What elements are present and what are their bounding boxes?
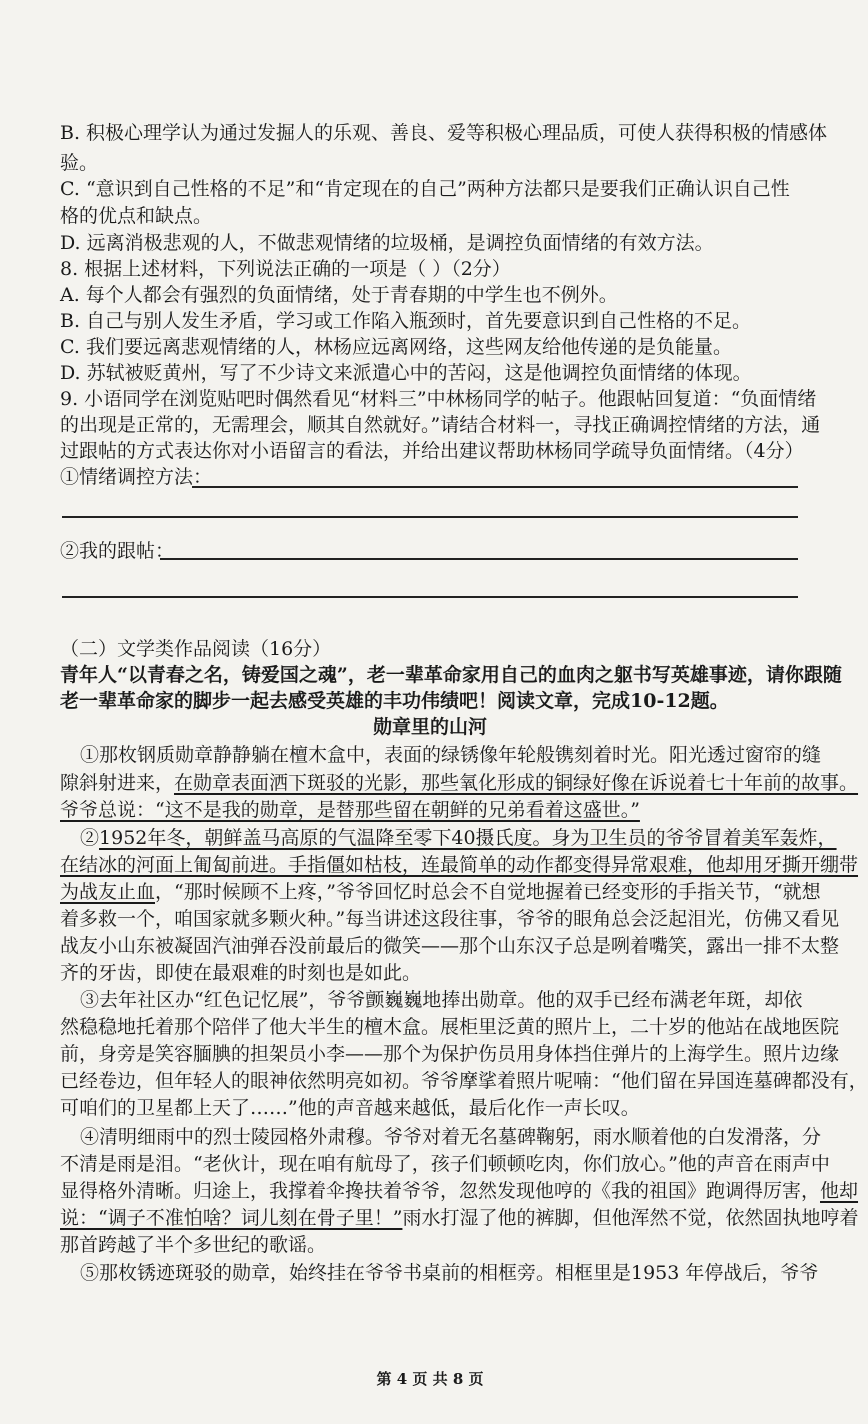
underlined-sentence-3: 说：“调子不准怕啥？词儿刻在骨子里！” [60, 1207, 403, 1229]
question-9-line-3: 过跟帖的方式表达你对小语留言的看法，并给出建议帮助林杨同学疏导负面情绪。（4分） [60, 440, 804, 462]
answer-blank-3[interactable] [160, 558, 798, 560]
section-intro-2: 老一辈革命家的脚步一起去感受英雄的丰功伟绩吧！阅读文章，完成10-12题。 [60, 690, 729, 712]
paragraph-2-line-2: 在结冰的河面上匍匐前进。手指僵如枯枝，连最简单的动作都变得异常艰难，他却用牙撕开绷带 [60, 854, 859, 876]
answer-blank-2[interactable] [62, 516, 798, 518]
paragraph-5-line-1: ⑤那枚锈迹斑驳的勋章，始终挂在爷爷书桌前的相框旁。相框里是1953 年停战后，爷爷 [80, 1262, 819, 1284]
answer-blank-4[interactable] [62, 596, 798, 598]
option-d: D. 远离消极悲观的人，不做悲观情绪的垃圾桶，是调控负面情绪的有效方法。 [60, 232, 714, 254]
paragraph-2-line-4: 着多救一个，咱国家就多颗火种。”每当讲述这段往事，爷爷的眼角总会泛起泪光，仿佛又看见 [60, 908, 840, 930]
option-b: B. 积极心理学认为通过发掘人的乐观、善良、爱等积极心理品质，可使人获得积极的情感体 [60, 122, 828, 144]
question-8-stem: 8. 根据上述材料，下列说法正确的一项是（ ）（2分） [60, 258, 511, 280]
page-footer: 第 4 页 共 8 页 [376, 1370, 484, 1388]
paragraph-3-line-4: 已经卷边，但年轻人的眼神依然明亮如初。爷爷摩挲着照片呢喃：“他们留在异国连墓碑都没有， [60, 1070, 868, 1092]
paragraph-2-line-5: 战友小山东被凝固汽油弹吞没前最后的微笑——那个山东汉子总是咧着嘴笑，露出一排不太整 [60, 935, 840, 957]
question-8-option-d: D. 苏轼被贬黄州，写了不少诗文来派遣心中的苦闷，这是他调控负面情绪的体现。 [60, 362, 752, 384]
paragraph-4-line-4: 说：“调子不准怕啥？词儿刻在骨子里！”雨水打湿了他的裤脚，但他浑然不觉，依然固执地哼着 [60, 1207, 859, 1229]
paragraph-1-line-1: ①那枚钢质勋章静静躺在檀木盒中，表面的绿锈像年轮般镌刻着时光。阳光透过窗帘的缝 [80, 744, 822, 766]
question-9-line-1: 9. 小语同学在浏览贴吧时偶然看见“材料三”中林杨同学的帖子。他跟帖回复道：“负面情绪 [60, 388, 817, 410]
underlined-sentence-2: 1952年冬，朝鲜盖马高原的气温降至零下40摄氏度。身为卫生员的爷爷冒着美军轰炸， [99, 827, 837, 849]
question-8-option-a: A. 每个人都会有强烈的负面情绪，处于青春期的中学生也不例外。 [60, 284, 618, 306]
paragraph-1-line-2: 隙斜射进来，在勋章表面洒下斑驳的光影，那些氧化形成的铜绿好像在诉说着七十年前的故事。 [60, 772, 859, 794]
answer-label-2: ②我的跟帖： [60, 540, 175, 562]
passage-title: 勋章里的山河 [372, 716, 487, 738]
section-intro-1: 青年人“以青春之名，铸爱国之魂”，老一辈革命家用自己的血肉之躯书写英雄事迹，请你跟随 [60, 664, 842, 686]
option-c-cont: 格的优点和缺点。 [60, 205, 213, 227]
paragraph-4-line-3: 显得格外清晰。归途上，我撑着伞搀扶着爷爷，忽然发现他哼的《我的祖国》跑调得厉害，他却 [60, 1180, 859, 1202]
paragraph-4-line-5: 那首跨越了半个多世纪的歌谣。 [60, 1234, 327, 1256]
option-b-cont: 验。 [60, 152, 99, 174]
paragraph-3-line-1: ③去年社区办“红色记忆展”，爷爷颤巍巍地捧出勋章。他的双手已经布满老年斑，却依 [80, 989, 803, 1011]
underlined-sentence-1: 在勋章表面洒下斑驳的光影，那些氧化形成的铜绿好像在诉说着七十年前的故事。 [174, 772, 859, 794]
question-8-option-c: C. 我们要远离悲观情绪的人，林杨应远离网络，这些网友给他传递的是负能量。 [60, 336, 732, 358]
answer-label-1: ①情绪调控方法： [60, 466, 213, 488]
paragraph-4-line-2: 不清是雨是泪。“老伙计，现在咱有航母了，孩子们顿顿吃肉，你们放心。”他的声音在雨声中 [60, 1153, 830, 1175]
paragraph-2-line-1: ②1952年冬，朝鲜盖马高原的气温降至零下40摄氏度。身为卫生员的爷爷冒着美军轰炸， [80, 827, 837, 849]
paragraph-1-line-3: 爷爷总说：“这不是我的勋章，是替那些留在朝鲜的兄弟看着这盛世。” [60, 799, 640, 821]
answer-blank-1[interactable] [192, 486, 798, 488]
paragraph-3-line-3: 前，身旁是笑容腼腆的担架员小李——那个为保护伤员用身体挡住弹片的上海学生。照片边缘 [60, 1043, 840, 1065]
paragraph-2-line-6: 齐的牙齿，即使在最艰难的时刻也是如此。 [60, 962, 422, 984]
paragraph-3-line-2: 然稳稳地托着那个陪伴了他大半生的檀木盒。展柜里泛黄的照片上，二十岁的他站在战地医院 [60, 1016, 840, 1038]
section-heading: （二）文学类作品阅读（16分） [60, 638, 332, 660]
paragraph-4-line-1: ④清明细雨中的烈士陵园格外肃穆。爷爷对着无名墓碑鞠躬，雨水顺着他的白发滑落，分 [80, 1126, 822, 1148]
paragraph-3-line-5: 可咱们的卫星都上天了……”他的声音越来越低，最后化作一声长叹。 [60, 1097, 640, 1119]
option-c: C. “意识到自己性格的不足”和“肯定现在的自己”两种方法都只是要我们正确认识自己性 [60, 178, 790, 200]
question-8-option-b: B. 自己与别人发生矛盾，学习或工作陷入瓶颈时，首先要意识到自己性格的不足。 [60, 310, 752, 332]
question-9-line-2: 的出现是正常的，无需理会，顺其自然就好。”请结合材料一，寻找正确调控情绪的方法，通 [60, 414, 821, 436]
paragraph-2-line-3: 为战友止血，“那时候顾不上疼，”爷爷回忆时总会不自觉地握着已经变形的手指关节，“就想 [60, 881, 821, 903]
